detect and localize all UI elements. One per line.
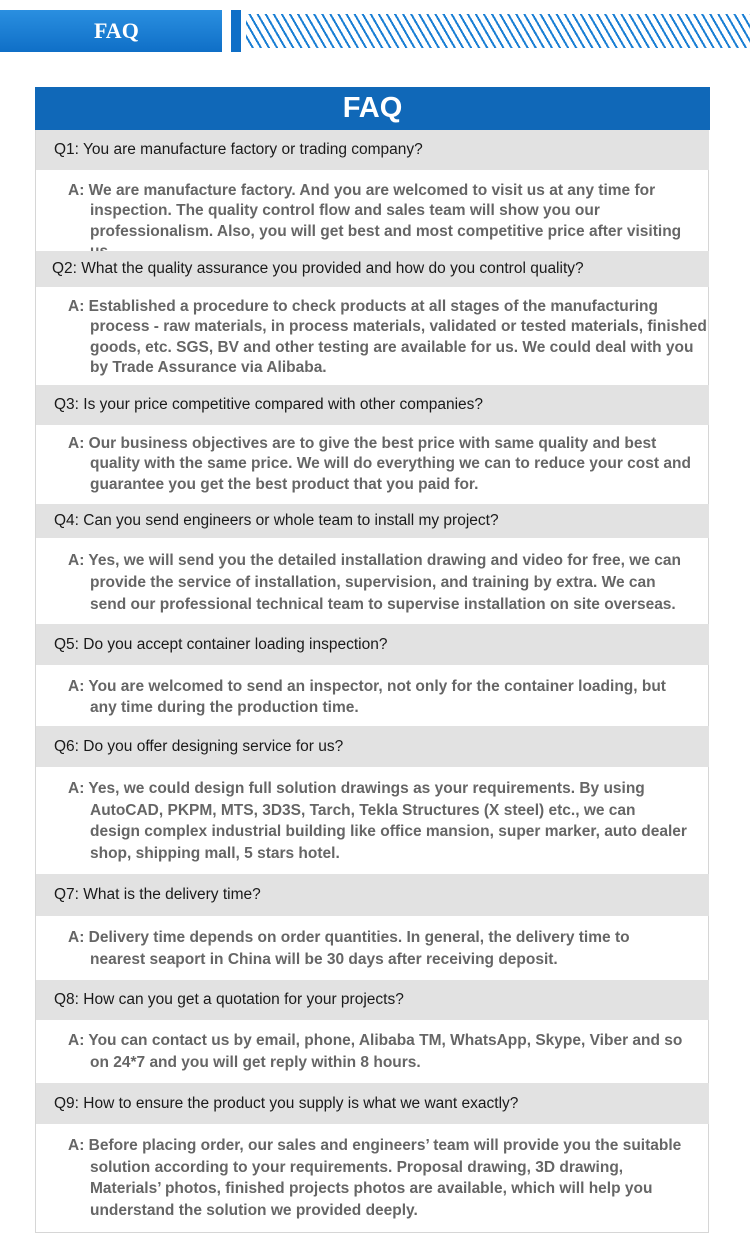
faq-banner	[0, 0, 750, 60]
faq-question-1: Q1: You are manufacture factory or trading company?	[36, 130, 709, 170]
faq-answer-4: A: Yes, we will send you the detailed installation drawing and video for free, we can provide the service of installation, supervision, and training by extra. We can send our professional technical team to supervise installation on site overseas.	[68, 552, 681, 613]
faq-answer-1: A: We are manufacture factory. And you are welcomed to visit us at any time for inspection. The quality control flow and sales team will show you our professionalism. Also, you will get best and most competitive price after visiting	[68, 182, 682, 240]
banner-divider	[231, 10, 241, 52]
faq-question-5: Q5: Do you accept container loading inspection?	[36, 624, 709, 665]
faq-answer-8: A: You can contact us by email, phone, Alibaba TM, WhatsApp, Skype, Viber and so on 24*7 and you will get reply within 8 hours.	[68, 1032, 683, 1071]
faq-question-9: Q9: How to ensure the product you supply is what we want exactly?	[36, 1083, 709, 1124]
faq-answer-6: A: Yes, we could design full solution drawings as your requirements. By using AutoCAD, PKPM, MTS, 3D3S, Tarch, Tekla Structures (X steel) etc., we can design complex industrial building like office mansion, super marker, auto dealer shop, shipping mall, 5 stars hotel.	[68, 780, 687, 862]
faq-answer-7: A: Delivery time depends on order quantities. In general, the delivery time to nearest seaport in China will be 30 days after receiving deposit.	[68, 929, 630, 968]
faq-answer-5: A: You are welcomed to send an inspector, not only for the container loading, but any time during the production time.	[68, 678, 666, 716]
faq-answer-9: A: Before placing order, our sales and engineers’ team will provide you the suitable solution according to your requirements. Proposal drawing, 3D drawing, Materials’ photos, finished projects photos are available, which will help you understand the solution we provided deeply.	[68, 1137, 682, 1219]
faq-question-8: Q8: How can you get a quotation for your projects?	[36, 980, 709, 1020]
faq-answer-2: A: Established a procedure to check products at all stages of the manufacturing process - raw materials, in process materials, validated or tested materials, finished goods, etc. SGS, BV and other testing are available for us. We could deal with you by Trade Assurance via Alibaba.	[68, 298, 707, 376]
faq-answer-3: A: Our business objectives are to give the best price with same quality and best quality with the same price. We will do everything we can to reduce your cost and guarantee you get the best product that you paid for.	[68, 435, 691, 493]
faq-question-2: Q2: What the quality assurance you provided and how do you control quality?	[36, 251, 709, 287]
banner-stripe-pattern	[246, 14, 750, 48]
faq-question-3: Q3: Is your price competitive compared with other companies?	[36, 385, 709, 425]
faq-heading: FAQ	[35, 87, 710, 130]
faq-question-6: Q6: Do you offer designing service for us?	[36, 726, 709, 767]
banner-tab	[0, 10, 222, 52]
faq-question-4: Q4: Can you send engineers or whole team to install my project?	[36, 504, 709, 538]
faq-question-7: Q7: What is the delivery time?	[36, 874, 709, 916]
banner-title: FAQ	[94, 18, 139, 43]
